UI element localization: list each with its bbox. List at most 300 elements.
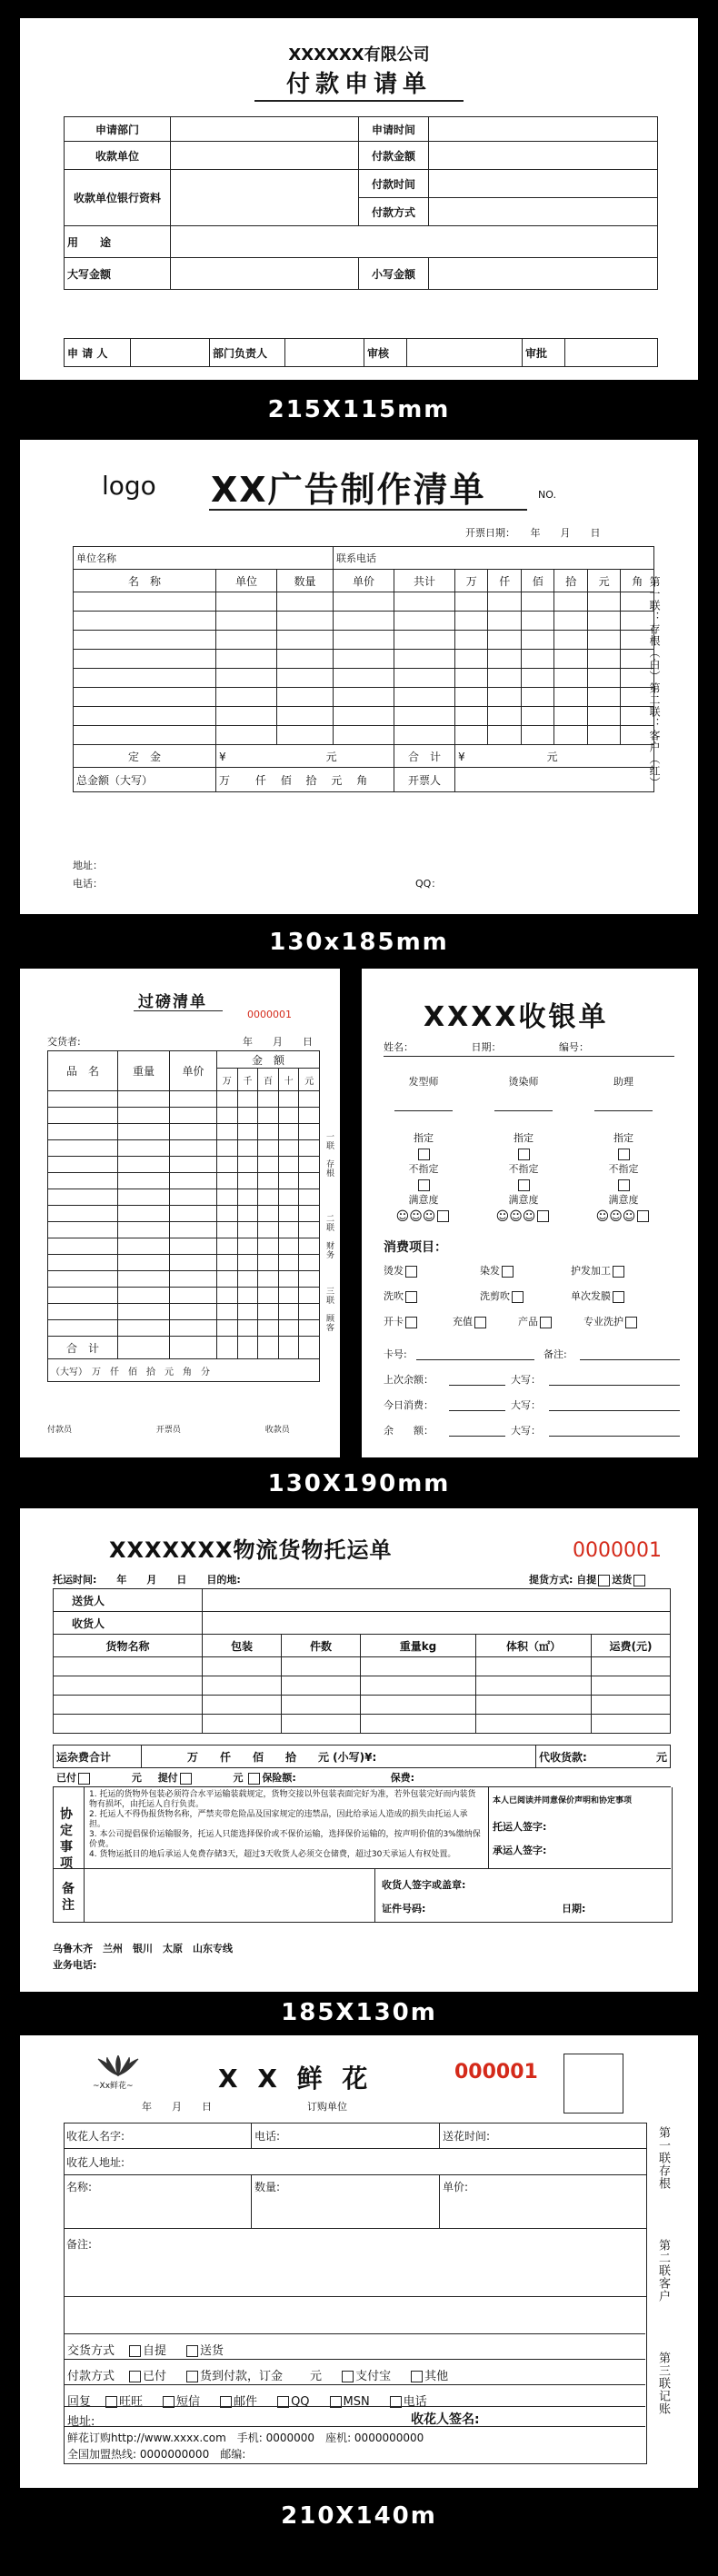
shipper-sign[interactable]: 托运人签字: [493,1821,547,1833]
cell-input[interactable] [587,631,620,650]
remarks-field[interactable]: 备注: [64,2229,647,2297]
option-checkbox[interactable] [129,2371,141,2382]
cell-input[interactable] [74,592,216,612]
cell-input[interactable] [170,1222,217,1238]
cell-input[interactable] [455,707,488,726]
cell-input[interactable] [299,1255,320,1271]
cell-input[interactable] [217,1304,238,1320]
cell-input[interactable] [217,1337,238,1359]
cell-input[interactable] [278,1140,299,1157]
cell-input[interactable] [118,1124,170,1140]
cell-input[interactable] [170,1124,217,1140]
item-checkbox[interactable] [405,1291,417,1303]
cod-cell[interactable] [536,1746,671,1768]
cell-input[interactable] [237,1238,258,1255]
cell-input[interactable] [48,1157,118,1173]
smiley-icon[interactable]: ☺ [395,1209,410,1224]
cell-input[interactable] [216,612,277,631]
cell-input[interactable] [203,1696,282,1715]
cell-input[interactable] [48,1222,118,1238]
cell-input[interactable] [299,1173,320,1189]
cell-input[interactable] [299,1124,320,1140]
cell-input[interactable] [74,650,216,669]
cell-input[interactable] [394,726,455,745]
cell-input[interactable] [237,1124,258,1140]
cell-input[interactable] [278,1124,299,1140]
cell-input[interactable] [258,1206,279,1222]
cell-input[interactable] [48,1304,118,1320]
cell-input[interactable] [54,1715,203,1734]
cell-input[interactable] [118,1206,170,1222]
collect-checkbox[interactable] [180,1773,192,1785]
cell-input[interactable] [488,612,521,631]
cell-input[interactable] [587,612,620,631]
cell-input[interactable] [217,1140,238,1157]
item-checkbox[interactable] [613,1291,624,1303]
cell-input[interactable] [278,1271,299,1288]
cell-input[interactable] [282,1715,361,1734]
cell-input[interactable] [217,1222,238,1238]
cell-input[interactable] [277,669,334,688]
cell-input[interactable] [277,650,334,669]
cell-input[interactable] [278,1108,299,1124]
cell-input[interactable] [48,1140,118,1157]
cell-input[interactable] [278,1304,299,1320]
smiley-icon[interactable]: ☺ [495,1209,510,1224]
cell-input[interactable] [299,1337,320,1359]
cell-input[interactable] [258,1124,279,1140]
cell-input[interactable] [216,631,277,650]
cell-input[interactable] [258,1173,279,1189]
cell-input[interactable] [592,1676,671,1696]
option-checkbox[interactable] [186,2345,198,2357]
cell-input[interactable] [170,1157,217,1173]
quantity-field[interactable]: 数量: [252,2175,440,2229]
cell-input[interactable] [237,1189,258,1206]
cell-input[interactable] [171,142,359,170]
cell-input[interactable] [237,1304,258,1320]
deliver-checkbox[interactable] [633,1575,645,1586]
cell-input[interactable] [521,631,553,650]
cell-input[interactable] [54,1696,203,1715]
self-pickup-checkbox[interactable] [598,1575,610,1586]
cell-input[interactable] [455,612,488,631]
cell-input[interactable] [170,1337,217,1359]
cell-input[interactable] [277,707,334,726]
smiley-icon[interactable]: ☺ [509,1209,523,1224]
cell-input[interactable] [299,1108,320,1124]
cell-input[interactable] [237,1337,258,1359]
recipient-signature[interactable]: 收花人签名: [411,2412,480,2427]
cell-input[interactable] [299,1140,320,1157]
cell-input[interactable] [118,1238,170,1255]
cell-input[interactable] [118,1271,170,1288]
cell-input[interactable] [476,1696,592,1715]
total-value[interactable] [455,745,654,768]
cell-input[interactable] [74,669,216,688]
cell-input[interactable] [565,339,658,367]
cell-input[interactable] [237,1173,258,1189]
cell-input[interactable] [521,707,553,726]
cell-input[interactable] [54,1657,203,1676]
item-checkbox[interactable] [474,1317,486,1328]
cell-input[interactable] [48,1320,118,1337]
cell-input[interactable] [587,688,620,707]
cell-input[interactable] [170,1271,217,1288]
item-checkbox[interactable] [613,1266,624,1278]
cell-input[interactable] [554,726,587,745]
cell-input[interactable] [118,1337,170,1359]
cell-input[interactable] [237,1206,258,1222]
cell-input[interactable] [394,592,455,612]
cell-input[interactable] [170,1108,217,1124]
cell-input[interactable] [258,1157,279,1173]
cell-input[interactable] [554,688,587,707]
cell-input[interactable] [74,688,216,707]
cell-input[interactable] [217,1206,238,1222]
cell-input[interactable] [203,1589,671,1612]
cell-input[interactable] [170,1189,217,1206]
cell-input[interactable] [521,592,553,612]
cell-input[interactable] [258,1288,279,1304]
cell-input[interactable] [118,1157,170,1173]
cell-input[interactable] [361,1715,476,1734]
phone-field[interactable]: 电话: [252,2123,440,2149]
cell-input[interactable] [216,707,277,726]
cell-input[interactable] [394,707,455,726]
cell-input[interactable] [334,726,394,745]
cell-input[interactable] [521,650,553,669]
item-checkbox[interactable] [405,1266,417,1278]
issuer-value[interactable] [455,768,654,792]
checkbox[interactable] [618,1179,630,1191]
checkbox[interactable] [418,1179,430,1191]
cell-input[interactable] [278,1320,299,1337]
cell-input[interactable] [488,669,521,688]
cell-input[interactable] [278,1173,299,1189]
cell-input[interactable] [277,631,334,650]
cell-input[interactable] [278,1337,299,1359]
checkbox[interactable] [518,1179,530,1191]
cell-input[interactable] [521,726,553,745]
cell-input[interactable] [554,592,587,612]
cell-input[interactable] [118,1304,170,1320]
cell-input[interactable] [278,1222,299,1238]
cell-input[interactable] [587,650,620,669]
cell-input[interactable] [203,1657,282,1676]
cell-input[interactable] [361,1696,476,1715]
cell-input[interactable] [521,688,553,707]
cell-input[interactable] [488,688,521,707]
cell-input[interactable] [277,592,334,612]
option-checkbox[interactable] [411,2371,423,2382]
cell-input[interactable] [48,1255,118,1271]
cell-input[interactable] [455,669,488,688]
product-name-field[interactable]: 名称: [64,2175,252,2229]
smiley-icon[interactable]: ☺ [422,1209,436,1224]
cell-input[interactable] [521,669,553,688]
smiley-icon[interactable]: ☺ [622,1209,636,1224]
cell-input[interactable] [217,1108,238,1124]
cell-input[interactable] [170,1091,217,1108]
cell-input[interactable] [203,1715,282,1734]
smiley-icon[interactable]: ☺ [609,1209,623,1224]
cell-input[interactable] [217,1320,238,1337]
cell-input[interactable] [277,612,334,631]
delivery-time-field[interactable]: 送花时间: [440,2123,648,2149]
item-checkbox[interactable] [502,1266,514,1278]
cell-input[interactable] [455,592,488,612]
cell-input[interactable] [170,1288,217,1304]
insured-checkbox[interactable] [248,1773,260,1785]
cell-input[interactable] [54,1676,203,1696]
cell-input[interactable] [170,1173,217,1189]
cell-input[interactable] [429,117,658,142]
cell-input[interactable] [394,688,455,707]
cell-input[interactable] [488,631,521,650]
cell-input[interactable] [592,1715,671,1734]
cell-input[interactable] [74,726,216,745]
cell-input[interactable] [299,1222,320,1238]
cell-input[interactable] [282,1676,361,1696]
fee-units[interactable]: 万 仟 佰 拾 元 (小写)¥: [142,1746,536,1768]
item-checkbox[interactable] [625,1317,637,1328]
cell-input[interactable] [258,1255,279,1271]
cell-input[interactable] [216,726,277,745]
cell-input[interactable] [488,707,521,726]
item-checkbox[interactable] [512,1291,524,1303]
cell-input[interactable] [118,1108,170,1124]
cell-input[interactable] [299,1271,320,1288]
cell-input[interactable] [131,339,210,367]
cell-input[interactable] [554,612,587,631]
cell-input[interactable] [476,1676,592,1696]
smiley-icon[interactable]: ☺ [595,1209,610,1224]
cell-input[interactable] [237,1157,258,1173]
cell-input[interactable] [258,1320,279,1337]
checkbox[interactable] [537,1210,549,1222]
cell-input[interactable] [429,198,658,226]
deposit-value[interactable] [216,745,394,768]
checkbox[interactable] [618,1149,630,1160]
cell-input[interactable] [258,1304,279,1320]
cell-input[interactable] [118,1140,170,1157]
cell-input[interactable] [334,592,394,612]
cell-input[interactable] [258,1108,279,1124]
cell-input[interactable] [455,726,488,745]
cell-input[interactable] [258,1271,279,1288]
cell-input[interactable] [521,612,553,631]
checkbox[interactable] [637,1210,649,1222]
cell-input[interactable] [118,1288,170,1304]
cell-input[interactable] [118,1320,170,1337]
cell-input[interactable] [118,1255,170,1271]
cell-input[interactable] [170,1238,217,1255]
cell-input[interactable] [299,1157,320,1173]
cell-input[interactable] [237,1320,258,1337]
cell-input[interactable] [258,1222,279,1238]
cell-input[interactable] [74,707,216,726]
cell-input[interactable] [299,1091,320,1108]
cell-input[interactable] [361,1676,476,1696]
cell-input[interactable] [278,1255,299,1271]
option-checkbox[interactable] [186,2371,198,2382]
paid-checkbox[interactable] [78,1773,90,1785]
cell-input[interactable] [334,650,394,669]
cell-input[interactable] [217,1124,238,1140]
cell-input[interactable] [170,1140,217,1157]
cell-input[interactable] [429,170,658,198]
option-checkbox[interactable] [342,2371,354,2382]
cell-input[interactable] [237,1271,258,1288]
cell-input[interactable] [278,1091,299,1108]
cell-input[interactable] [217,1173,238,1189]
cell-input[interactable] [334,631,394,650]
cell-input[interactable] [488,726,521,745]
cell-input[interactable] [592,1657,671,1676]
carrier-sign[interactable]: 承运人签字: [493,1845,547,1856]
cell-input[interactable] [334,612,394,631]
cell-input[interactable] [258,1337,279,1359]
smiley-icon[interactable]: ☺ [409,1209,423,1224]
cell-input[interactable] [48,1124,118,1140]
cell-input[interactable] [217,1238,238,1255]
cell-input[interactable] [299,1320,320,1337]
receiver-sign[interactable]: 收货人签字或盖章: [382,1879,466,1891]
upper-amount[interactable]: （大写） 万 仟 佰 拾 元 角 分 [48,1359,320,1382]
cell-input[interactable] [258,1189,279,1206]
cell-input[interactable] [299,1304,320,1320]
cell-input[interactable] [203,1676,282,1696]
cell-input[interactable] [118,1173,170,1189]
cell-input[interactable] [299,1189,320,1206]
cell-input[interactable] [237,1140,258,1157]
smiley-icon[interactable]: ☺ [522,1209,536,1224]
cell-input[interactable] [48,1108,118,1124]
cell-input[interactable] [48,1238,118,1255]
cell-input[interactable] [277,726,334,745]
cell-input[interactable] [203,1612,671,1635]
cell-input[interactable] [278,1189,299,1206]
cell-input[interactable] [48,1189,118,1206]
cell-input[interactable] [334,688,394,707]
cell-input[interactable] [394,650,455,669]
checkbox[interactable] [518,1149,530,1160]
cell-input[interactable] [476,1657,592,1676]
cell-input[interactable] [587,707,620,726]
cell-input[interactable] [554,707,587,726]
cell-input[interactable] [170,1206,217,1222]
cell-input[interactable] [217,1255,238,1271]
cell-input[interactable] [394,669,455,688]
cell-input[interactable] [74,612,216,631]
cell-input[interactable] [216,688,277,707]
cell-input[interactable] [334,669,394,688]
cell-input[interactable] [258,1140,279,1157]
cell-input[interactable] [48,1288,118,1304]
cell-input[interactable] [455,631,488,650]
checkbox[interactable] [418,1149,430,1160]
option-checkbox[interactable] [129,2345,141,2357]
cell-input[interactable] [48,1091,118,1108]
cell-input[interactable] [258,1238,279,1255]
recipient-name-field[interactable]: 收花人名字: [64,2123,252,2149]
cell-input[interactable] [282,1696,361,1715]
cell-input[interactable] [278,1288,299,1304]
id-number[interactable]: 证件号码: [382,1903,426,1915]
cell-input[interactable] [217,1091,238,1108]
cell-input[interactable] [285,339,364,367]
date-label[interactable]: 日期: [562,1903,586,1915]
cell-input[interactable] [282,1657,361,1676]
cell-input[interactable] [217,1157,238,1173]
cell-input[interactable] [554,650,587,669]
cell-input[interactable] [216,650,277,669]
checkbox[interactable] [437,1210,449,1222]
cell-input[interactable] [171,226,658,258]
cell-input[interactable] [554,631,587,650]
item-checkbox[interactable] [540,1317,552,1328]
cell-input[interactable] [455,650,488,669]
cell-input[interactable] [361,1657,476,1676]
cell-input[interactable] [299,1238,320,1255]
cell-input[interactable] [429,258,658,290]
cell-input[interactable] [216,592,277,612]
cell-input[interactable] [407,339,523,367]
cell-input[interactable] [587,669,620,688]
cell-input[interactable] [592,1696,671,1715]
unit-price-field[interactable]: 单价: [440,2175,648,2229]
cell-input[interactable] [334,707,394,726]
cell-input[interactable] [394,631,455,650]
upper-units[interactable] [216,768,394,792]
cell-input[interactable] [587,592,620,612]
cell-input[interactable] [237,1288,258,1304]
cell-input[interactable] [278,1206,299,1222]
cell-input[interactable] [587,726,620,745]
cell-input[interactable] [48,1206,118,1222]
cell-input[interactable] [455,688,488,707]
cell-input[interactable] [299,1206,320,1222]
cell-input[interactable] [429,142,658,170]
cell-input[interactable] [74,631,216,650]
cell-input[interactable] [171,170,359,226]
cell-input[interactable] [118,1222,170,1238]
cell-input[interactable] [394,612,455,631]
cell-input[interactable] [217,1189,238,1206]
cell-input[interactable] [488,650,521,669]
cell-input[interactable] [258,1091,279,1108]
cell-input[interactable] [171,258,359,290]
cell-input[interactable] [171,117,359,142]
cell-input[interactable] [488,592,521,612]
cell-input[interactable] [48,1173,118,1189]
cell-input[interactable] [237,1108,258,1124]
cell-input[interactable] [554,669,587,688]
cell-input[interactable] [170,1255,217,1271]
cell-input[interactable] [216,669,277,688]
cell-input[interactable] [278,1238,299,1255]
cell-input[interactable] [476,1715,592,1734]
cell-input[interactable] [237,1222,258,1238]
cell-input[interactable] [277,688,334,707]
cell-input[interactable] [217,1271,238,1288]
cell-input[interactable] [278,1157,299,1173]
cell-input[interactable] [217,1288,238,1304]
address-field[interactable]: 收花人地址: [64,2149,647,2175]
cell-input[interactable] [170,1304,217,1320]
cell-input[interactable] [118,1189,170,1206]
